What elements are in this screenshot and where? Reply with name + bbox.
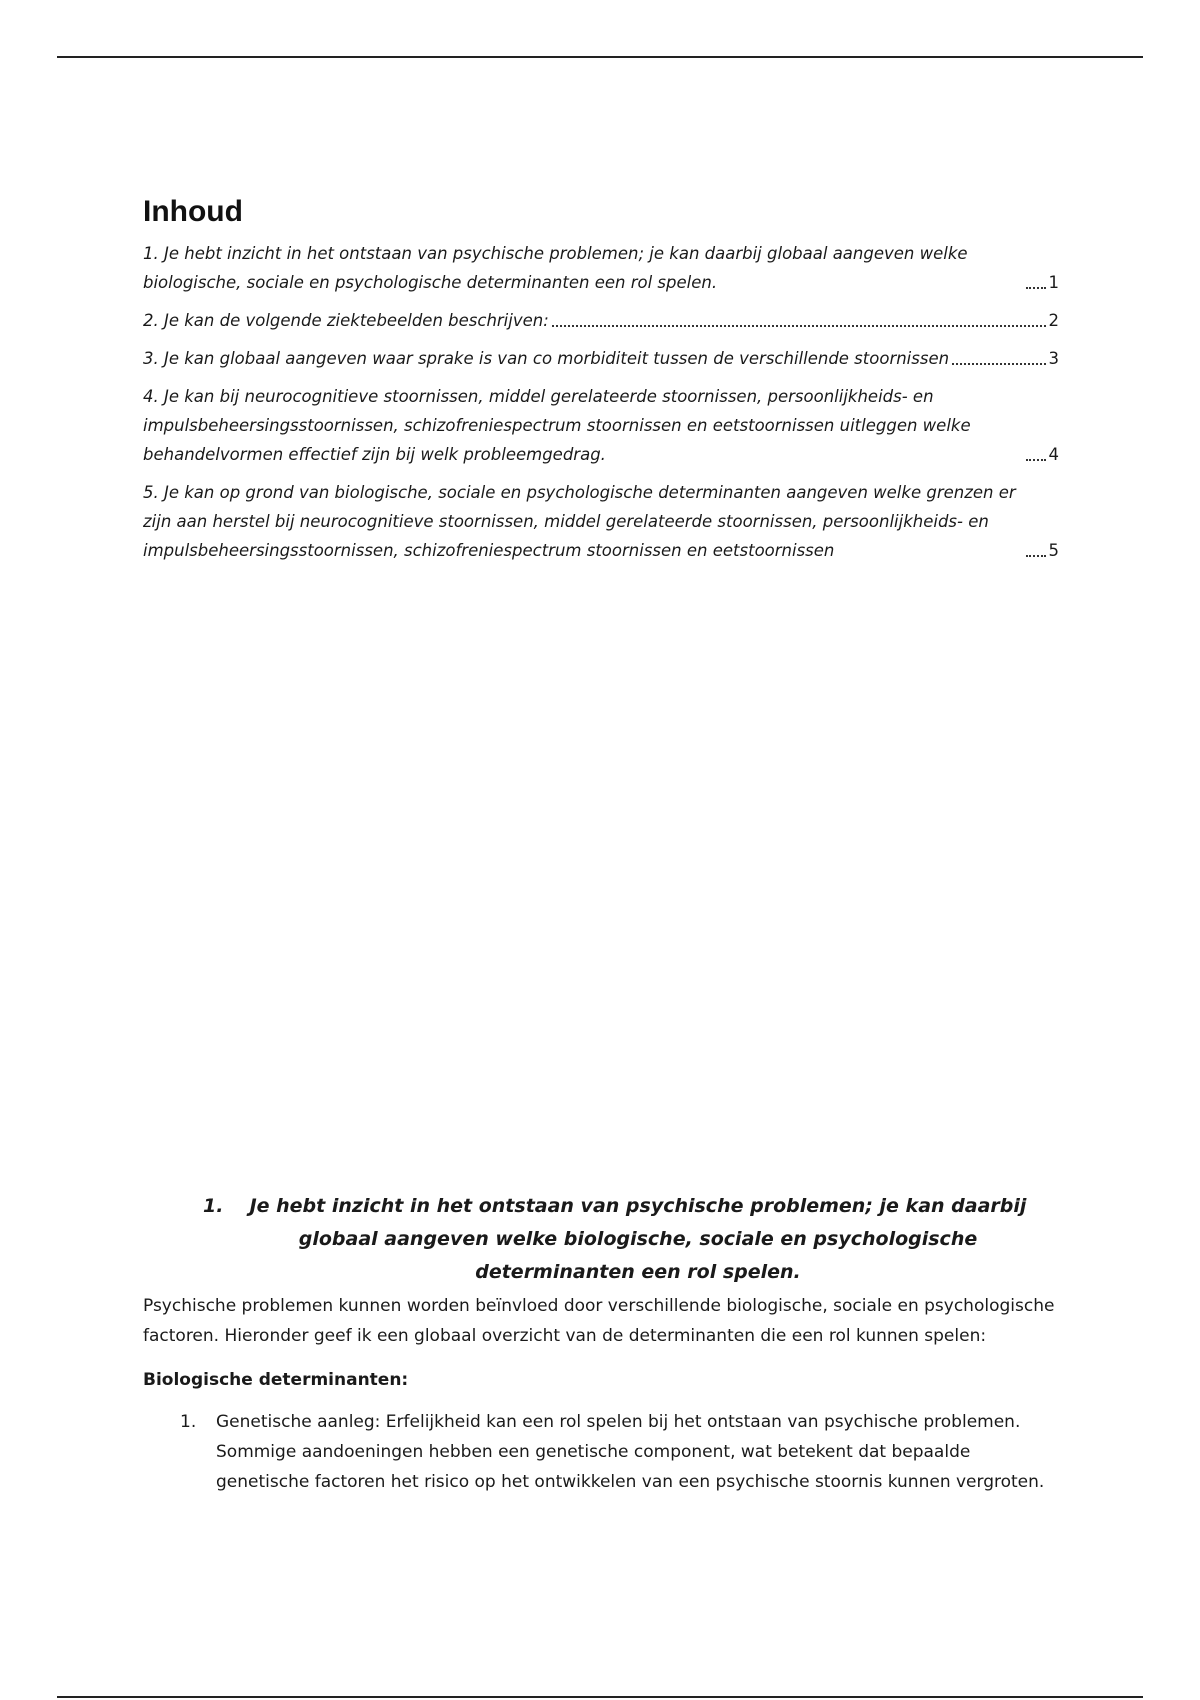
toc-entry-text: 3. Je kan globaal aangeven waar sprake is van co morbiditeit tussen de verschillende stoornissen: [143, 349, 950, 368]
toc-entry-5[interactable]: [143, 478, 1059, 565]
toc-dot-leader: [1026, 287, 1046, 289]
list-item-text: Genetische aanleg: Erfelijkheid kan een rol spelen bij het ontstaan van psychische problemen. Sommige aandoeningen hebben een genetische component, wat betekent dat bepaalde genetische factoren het risico op het ontwikkelen van een psychische stoornis kunnen vergroten.: [216, 1412, 1045, 1492]
toc-page-number: 4: [1048, 445, 1059, 464]
toc-dot-leader: [1026, 555, 1046, 557]
toc-title: Inhoud: [143, 195, 243, 228]
section-heading: [143, 1190, 1059, 1289]
toc-entry-text: 2. Je kan de volgende ziektebeelden beschrijven:: [143, 311, 549, 330]
toc-entry-3[interactable]: [143, 344, 1059, 373]
toc-dot-leader: [952, 363, 1045, 365]
footer-rule: [57, 1696, 1143, 1698]
section-1: [143, 1190, 1059, 1497]
toc-page-number: 2: [1048, 311, 1059, 330]
subheading-biological: Biologische determinanten:: [143, 1370, 409, 1390]
toc-entry-text: 4. Je kan bij neurocognitieve stoornissen, middel gerelateerde stoornissen, persoonlijkheids- en impulsbeheersingsstoornissen, schizofreniespectrum stoornissen en eetstoornissen uitleggen welke behandelvormen effectief zijn bij welk probleemgedrag.: [143, 387, 971, 464]
toc-dot-leader: [1026, 459, 1046, 461]
toc-entry-2[interactable]: [143, 306, 1059, 335]
toc-entry-text: 5. Je kan op grond van biologische, sociale en psychologische determinanten aangeven welke grenzen er zijn aan herstel bij neurocognitieve stoornissen, middel gerelateerde stoornissen, persoonlijkheids- en impulsbeheersingsstoornissen, schizofreniespectrum stoornissen en eetstoornissen: [143, 483, 1016, 560]
toc-entry-text: 1. Je hebt inzicht in het ontstaan van psychische problemen; je kan daarbij globaal aangeven welke biologische, sociale en psychologische determinanten een rol spelen.: [143, 244, 968, 292]
toc-page-number: 3: [1048, 349, 1059, 368]
intro-paragraph: Psychische problemen kunnen worden beïnvloed door verschillende biologische, sociale en psychologische factoren. Hieronder geef ik een globaal overzicht van de determinanten die een rol kunnen spelen:: [143, 1296, 1055, 1346]
toc-dot-leader: [552, 325, 1046, 327]
list-item: [143, 1407, 1059, 1497]
toc-entry-4[interactable]: [143, 382, 1059, 469]
list-item-number: 1.: [180, 1412, 197, 1432]
toc-entry-1[interactable]: [143, 239, 1059, 297]
toc-page-number: 5: [1048, 541, 1059, 560]
section-heading-text: Je hebt inzicht in het ontstaan van psychische problemen; je kan daarbij globaal aangeven welke biologische, sociale en psychologische determinanten een rol spelen.: [249, 1195, 1027, 1283]
table-of-contents: [143, 195, 1059, 574]
section-number: 1.: [203, 1195, 224, 1217]
header-rule: [57, 56, 1143, 58]
toc-page-number: 1: [1048, 273, 1059, 292]
